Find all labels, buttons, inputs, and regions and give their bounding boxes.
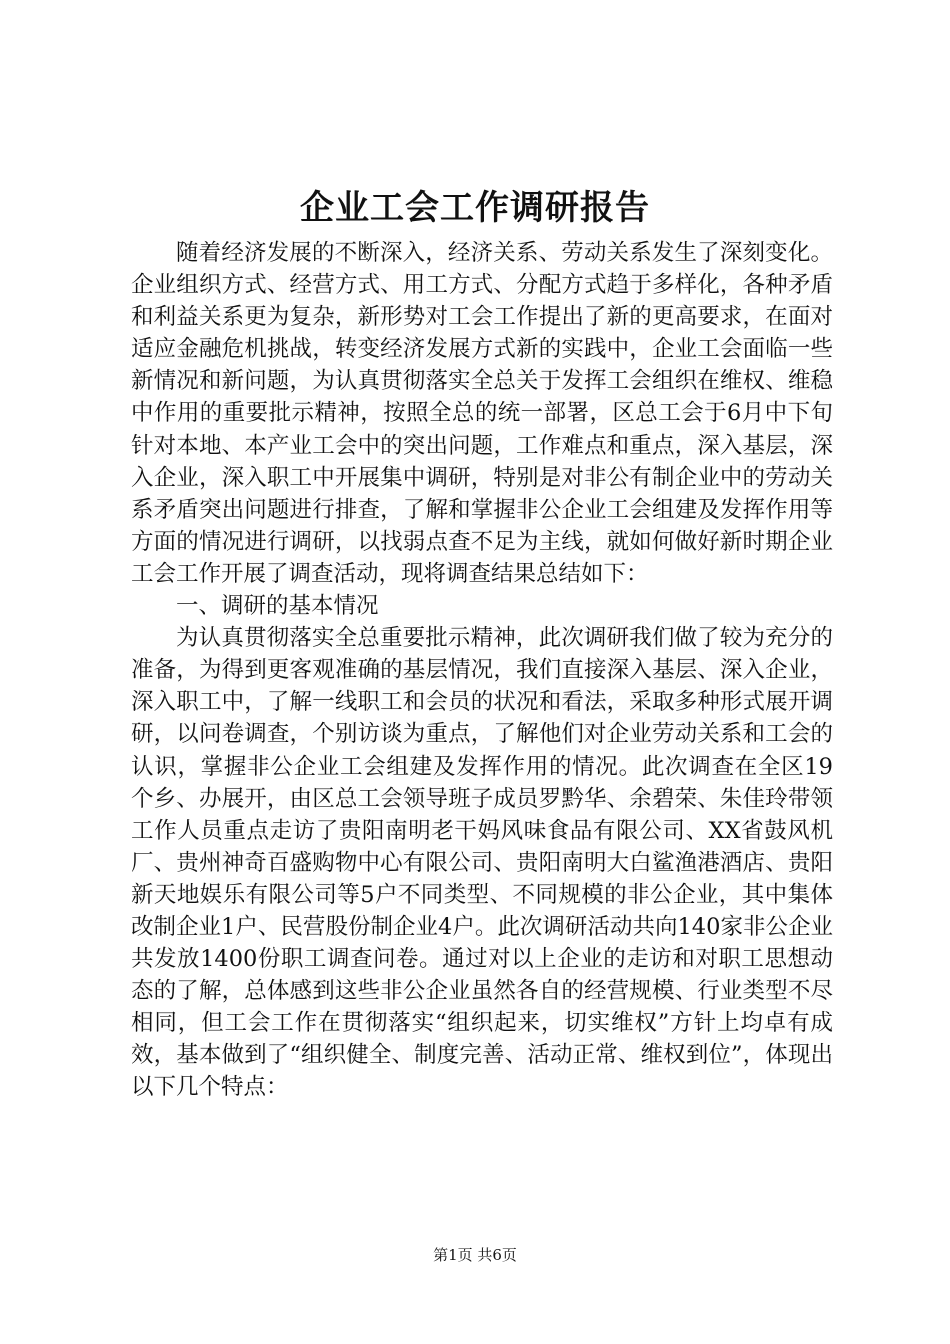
section-heading: 一、调研的基本情况 [176,593,379,620]
section-paragraph: 为认真贯彻落实全总重要批示精神，此次调研我们做了较为充分的准备，为得到更客观准确的基层情况，我们直接深入基层、深入企业，深入职工中，了解一线职工和会员的状况和看法，采取多种形式展开调研，以问卷调查，个别访谈为重点，了解他们对企业劳动关系和工会的认识，掌握非公企业工会组建及发挥作用的情况。此次调查在全区19个乡、办展开，由区总工会领导班子成员罗黔华、余碧荣、朱佳玲带领工作人员重点走访了贵阳南明老干妈风味食品有限公司、XX省鼓风机厂、贵州神奇百盛购物中心有限公司、贵阳南明大白鲨渔港酒店、贵阳新天地娱乐有限公司等5户不同类型、不同规模的非公企业，其中集体改制企业1户、民营股份制企业4户。此次调研活动共向140家非公企业共发放1400份职工调查问卷。通过对以上企业的走访和对职工思想动态的了解，总体感到这些非公企业虽然各自的经营规模、行业类型不尽相同，但工会工作在贯彻落实“组织起来，切实维权”方针上均卓有成效，基本做到了“组织健全、制度完善、活动正常、维权到位”，体现出以下几个特点： [131,625,833,1101]
page-footer: 第1页 共6页 [433,1246,517,1264]
document-title: 企业工会工作调研报告 [300,188,650,228]
document-body [131,237,833,1104]
intro-paragraph: 随着经济发展的不断深入，经济关系、劳动关系发生了深刻变化。企业组织方式、经营方式、用工方式、分配方式趋于多样化，各种矛盾和利益关系更为复杂，新形势对工会工作提出了新的更高要求，在面对适应金融危机挑战，转变经济发展方式新的实践中，企业工会面临一些新情况和新问题，为认真贯彻落实全总关于发挥工会组织在维权、维稳中作用的重要批示精神，按照全总的统一部署，区总工会于6月中下旬针对本地、本产业工会中的突出问题，工作难点和重点，深入基层，深入企业，深入职工中开展集中调研，特别是对非公有制企业中的劳动关系矛盾突出问题进行排查，了解和掌握非公企业工会组建及发挥作用等方面的情况进行调研，以找弱点查不足为主线，就如何做好新时期企业工会工作开展了调查活动，现将调查结果总结如下： [131,240,833,587]
